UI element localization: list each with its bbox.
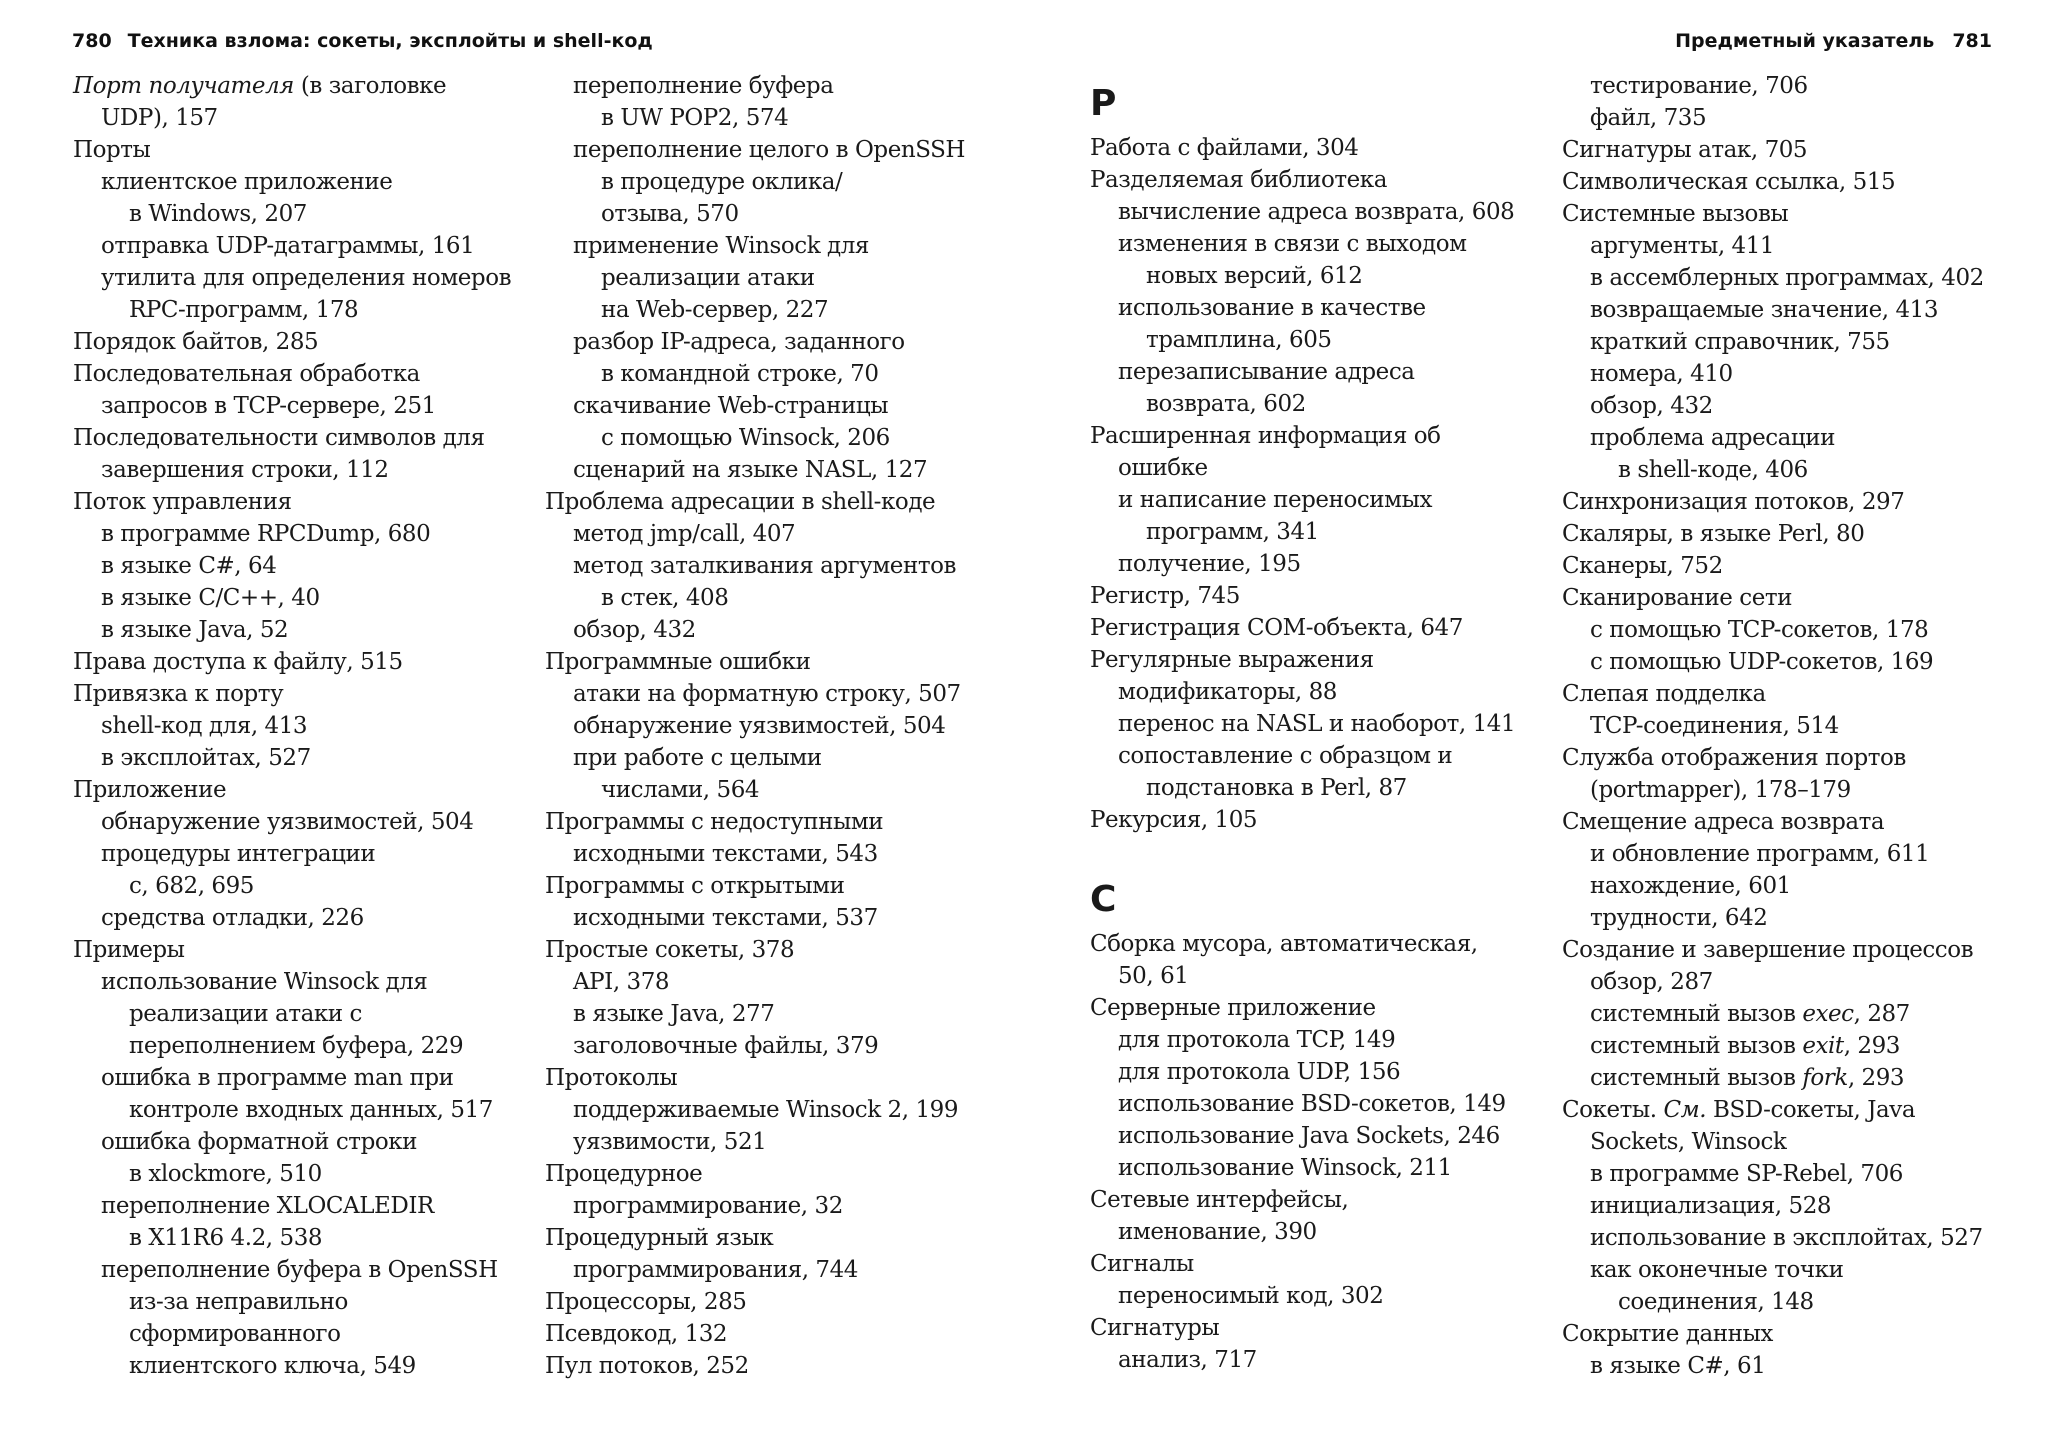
entry-text: BSD-сокеты, Java — [1706, 1097, 1916, 1123]
index-entry: скачивание Web-страницы — [573, 393, 889, 419]
italic-term: Порт получателя — [73, 73, 294, 99]
italic-term: exit — [1802, 1033, 1844, 1059]
index-entry: в программе SP-Rebel, 706 — [1590, 1161, 1903, 1187]
right-page-number: 781 — [1952, 30, 1992, 52]
italic-term: fork — [1802, 1065, 1848, 1091]
index-entry: с, 682, 695 — [129, 873, 254, 899]
index-entry: в языке C#, 61 — [1590, 1353, 1766, 1379]
index-entry: использование Winsock для — [101, 969, 428, 995]
index-entry: исходными текстами, 543 — [573, 841, 878, 867]
index-entry: Символическая ссылка, 515 — [1562, 169, 1896, 195]
index-entry: программирования, 744 — [573, 1257, 858, 1283]
index-entry: завершения строки, 112 — [101, 457, 389, 483]
index-entry: атаки на форматную строку, 507 — [573, 681, 961, 707]
index-entry: числами, 564 — [601, 777, 760, 803]
index-entry: (portmapper), 178–179 — [1590, 777, 1851, 803]
index-entry: Программы с открытыми — [545, 873, 845, 899]
index-column-1 — [73, 70, 513, 1382]
index-entry: Сканеры, 752 — [1562, 553, 1723, 579]
index-entry: в Windows, 207 — [129, 201, 307, 227]
index-entry: в UW POP2, 574 — [601, 105, 789, 131]
index-entry: переполнением буфера, 229 — [129, 1033, 464, 1059]
index-entry: Служба отображения портов — [1562, 745, 1906, 771]
index-entry: нахождение, 601 — [1590, 873, 1791, 899]
index-entry: сопоставление с образцом и — [1118, 743, 1453, 769]
index-entry: как оконечные точки — [1590, 1257, 1844, 1283]
left-page-number: 780 — [72, 30, 112, 52]
index-entry: обзор, 432 — [573, 617, 696, 643]
index-entry: перезаписывание адреса — [1118, 359, 1415, 385]
index-column-4 — [1562, 70, 2002, 1382]
index-column-3 — [1090, 70, 1530, 1376]
index-entry: трудности, 642 — [1590, 905, 1768, 931]
entry-text: системный вызов — [1590, 1065, 1803, 1091]
index-entry: ошибке — [1118, 455, 1208, 481]
index-entry: клиентское приложение — [101, 169, 393, 195]
index-entry: Приложение — [73, 777, 227, 803]
index-entry: обзор, 287 — [1590, 969, 1713, 995]
index-entry: клиентского ключа, 549 — [129, 1353, 416, 1379]
index-entry: в shell-коде, 406 — [1618, 457, 1808, 483]
index-entry: Поток управления — [73, 489, 292, 515]
index-entry: отзыва, 570 — [601, 201, 739, 227]
index-entry: Серверные приложение — [1090, 995, 1376, 1021]
index-entry: файл, 735 — [1590, 105, 1707, 131]
index-entry: анализ, 717 — [1118, 1347, 1257, 1373]
index-entry: Системные вызовы — [1562, 201, 1789, 227]
index-entry: использование в качестве — [1118, 295, 1426, 321]
entry-text: , 293 — [1847, 1065, 1905, 1091]
index-entry: Привязка к порту — [73, 681, 284, 707]
letter-heading: С — [1090, 879, 1116, 920]
index-entry: программирование, 32 — [573, 1193, 843, 1219]
index-entry: обнаружение уязвимостей, 504 — [101, 809, 474, 835]
italic-term: exec — [1802, 1001, 1854, 1027]
right-page-header — [1675, 26, 1992, 56]
index-entry: Пул потоков, 252 — [545, 1353, 749, 1379]
index-entry: модификаторы, 88 — [1118, 679, 1337, 705]
index-entry: Разделяемая библиотека — [1090, 167, 1387, 193]
index-entry: контроле входных данных, 517 — [129, 1097, 493, 1123]
index-entry: заголовочные файлы, 379 — [573, 1033, 879, 1059]
index-entry: Сборка мусора, автоматическая, — [1090, 931, 1478, 957]
index-entry: Сигнатуры — [1090, 1315, 1220, 1341]
index-entry: вычисление адреса возврата, 608 — [1118, 199, 1515, 225]
index-entry: именование, 390 — [1118, 1219, 1317, 1245]
index-entry: аргументы, 411 — [1590, 233, 1775, 259]
index-entry: соединения, 148 — [1618, 1289, 1814, 1315]
index-entry: на Web-сервер, 227 — [601, 297, 829, 323]
index-entry: метод jmp/call, 407 — [573, 521, 796, 547]
index-column-2 — [545, 70, 985, 1382]
index-entry: Процедурный язык — [545, 1225, 774, 1251]
left-page-header — [72, 26, 653, 56]
index-entry: Сканирование сети — [1562, 585, 1793, 611]
index-entry: Простые сокеты, 378 — [545, 937, 795, 963]
index-entry: проблема адресации — [1590, 425, 1836, 451]
index-entry: Работа с файлами, 304 — [1090, 135, 1359, 161]
index-entry: Процессоры, 285 — [545, 1289, 747, 1315]
index-entry: уязвимости, 521 — [573, 1129, 767, 1155]
index-entry: API, 378 — [573, 969, 670, 995]
index-entry: в стек, 408 — [601, 585, 729, 611]
index-entry: краткий справочник, 755 — [1590, 329, 1890, 355]
index-entry: в процедуре оклика/ — [601, 169, 843, 195]
index-entry: ошибка в программе man при — [101, 1065, 454, 1091]
index-entry: из-за неправильно — [129, 1289, 348, 1315]
index-entry: получение, 195 — [1118, 551, 1301, 577]
index-entry: реализации атаки с — [129, 1001, 362, 1027]
index-entry: и обновление программ, 611 — [1590, 841, 1930, 867]
index-entry: отправка UDP-датаграммы, 161 — [101, 233, 475, 259]
index-entry: Порты — [73, 137, 151, 163]
section-gap — [1090, 836, 1530, 866]
index-entry: Регистр, 745 — [1090, 583, 1240, 609]
index-entry: Создание и завершение процессов — [1562, 937, 1974, 963]
index-entry: возвращаемые значение, 413 — [1590, 297, 1939, 323]
index-entry: TCP-соединения, 514 — [1590, 713, 1839, 739]
entry-text: , 287 — [1853, 1001, 1910, 1027]
index-entry: Sockets, Winsock — [1590, 1129, 1787, 1155]
index-entry: реализации атаки — [601, 265, 815, 291]
index-entry: Регистрация COM-объекта, 647 — [1090, 615, 1463, 641]
index-entry: Сокрытие данных — [1562, 1321, 1773, 1347]
index-entry: 50, 61 — [1118, 963, 1189, 989]
index-entry: обнаружение уязвимостей, 504 — [573, 713, 946, 739]
index-entry: shell-код для, 413 — [101, 713, 308, 739]
index-entry: Последовательности символов для — [73, 425, 485, 451]
index-entry: с помощью Winsock, 206 — [601, 425, 890, 451]
index-entry: утилита для определения номеров — [101, 265, 512, 291]
index-entry: ошибка форматной строки — [101, 1129, 418, 1155]
index-entry: подстановка в Perl, 87 — [1146, 775, 1407, 801]
index-entry: в ассемблерных программах, 402 — [1590, 265, 1984, 291]
index-entry: для протокола UDP, 156 — [1118, 1059, 1401, 1085]
entry-text: , 293 — [1843, 1033, 1900, 1059]
index-entry: Программы с недоступными — [545, 809, 884, 835]
index-entry: Последовательная обработка — [73, 361, 420, 387]
book-title: Техника взлома: сокеты, эксплойты и shell-код — [127, 30, 653, 52]
index-entry — [1562, 1062, 2002, 1094]
index-entry: Рекурсия, 105 — [1090, 807, 1258, 833]
index-entry: Регулярные выражения — [1090, 647, 1374, 673]
index-entry: при работе с целыми — [573, 745, 822, 771]
index-entry: переполнение буфера в OpenSSH — [101, 1257, 498, 1283]
index-entry: метод заталкивания аргументов — [573, 553, 957, 579]
index-entry: Права доступа к файлу, 515 — [73, 649, 403, 675]
index-entry: Расширенная информация об — [1090, 423, 1441, 449]
index-entry: в языке Java, 277 — [573, 1001, 775, 1027]
index-entry: Порядок байтов, 285 — [73, 329, 319, 355]
index-entry: в эксплойтах, 527 — [101, 745, 311, 771]
index-entry: в командной строке, 70 — [601, 361, 879, 387]
index-entry: с помощью UDP-сокетов, 169 — [1590, 649, 1934, 675]
index-entry: переполнение XLOCALEDIR — [101, 1193, 434, 1219]
index-entry: средства отладки, 226 — [101, 905, 364, 931]
index-entry: Скаляры, в языке Perl, 80 — [1562, 521, 1865, 547]
index-entry: Слепая подделка — [1562, 681, 1766, 707]
index-entry: применение Winsock для — [573, 233, 869, 259]
index-entry: тестирование, 706 — [1590, 73, 1808, 99]
index-entry: UDP), 157 — [101, 105, 218, 131]
italic-term: См. — [1663, 1097, 1707, 1123]
section-title: Предметный указатель — [1675, 30, 1935, 52]
index-entry: в языке C/C++, 40 — [101, 585, 320, 611]
index-entry: переполнение буфера — [573, 73, 834, 99]
index-entry: сформированного — [129, 1321, 341, 1347]
index-entry: возврата, 602 — [1146, 391, 1306, 417]
index-entry: переносимый код, 302 — [1118, 1283, 1384, 1309]
index-entry: Процедурное — [545, 1161, 703, 1187]
index-entry: использование Java Sockets, 246 — [1118, 1123, 1500, 1149]
index-entry — [1562, 1094, 2002, 1126]
index-entry: инициализация, 528 — [1590, 1193, 1832, 1219]
index-entry: программ, 341 — [1146, 519, 1319, 545]
index-entry: процедуры интеграции — [101, 841, 376, 867]
index-entry: RPC-программ, 178 — [129, 297, 359, 323]
index-entry: Примеры — [73, 937, 185, 963]
index-entry: сценарий на языке NASL, 127 — [573, 457, 928, 483]
index-entry: в xlockmore, 510 — [129, 1161, 322, 1187]
index-entry: Сигналы — [1090, 1251, 1194, 1277]
index-entry: в программе RPCDump, 680 — [101, 521, 431, 547]
index-entry: в языке C#, 64 — [101, 553, 277, 579]
index-entry: перенос на NASL и наоборот, 141 — [1118, 711, 1516, 737]
index-entry: разбор IP-адреса, заданного — [573, 329, 905, 355]
entry-text: системный вызов — [1590, 1001, 1803, 1027]
index-entry: Смещение адреса возврата — [1562, 809, 1885, 835]
index-entry: для протокола TCP, 149 — [1118, 1027, 1396, 1053]
index-entry: номера, 410 — [1590, 361, 1733, 387]
index-entry: Псевдокод, 132 — [545, 1321, 728, 1347]
index-entry: Синхронизация потоков, 297 — [1562, 489, 1905, 515]
index-entry: Программные ошибки — [545, 649, 811, 675]
index-entry: Сетевые интерфейсы, — [1090, 1187, 1349, 1213]
index-entry — [1562, 1030, 2002, 1062]
entry-text: Сокеты. — [1562, 1097, 1664, 1123]
index-entry: Сигнатуры атак, 705 — [1562, 137, 1808, 163]
index-entry — [1562, 998, 2002, 1030]
index-entry: с помощью TCP-сокетов, 178 — [1590, 617, 1929, 643]
index-entry: Протоколы — [545, 1065, 678, 1091]
index-entry: переполнение целого в OpenSSH — [573, 137, 966, 163]
index-entry: новых версий, 612 — [1146, 263, 1363, 289]
index-entry — [73, 70, 513, 102]
letter-heading: Р — [1090, 83, 1116, 124]
index-entry: поддерживаемые Winsock 2, 199 — [573, 1097, 959, 1123]
index-entry: использование Winsock, 211 — [1118, 1155, 1452, 1181]
index-entry: и написание переносимых — [1118, 487, 1432, 513]
index-entry: обзор, 432 — [1590, 393, 1713, 419]
index-entry: использование BSD-сокетов, 149 — [1118, 1091, 1506, 1117]
index-entry: в языке Java, 52 — [101, 617, 289, 643]
index-entry: исходными текстами, 537 — [573, 905, 878, 931]
index-entry: использование в эксплойтах, 527 — [1590, 1225, 1983, 1251]
index-entry: запросов в TCP-сервере, 251 — [101, 393, 436, 419]
entry-text: (в заголовке — [293, 73, 447, 99]
index-entry: в X11R6 4.2, 538 — [129, 1225, 323, 1251]
entry-text: системный вызов — [1590, 1033, 1803, 1059]
index-entry: Проблема адресации в shell-коде — [545, 489, 936, 515]
index-entry: изменения в связи с выходом — [1118, 231, 1467, 257]
index-entry: трамплина, 605 — [1146, 327, 1332, 353]
